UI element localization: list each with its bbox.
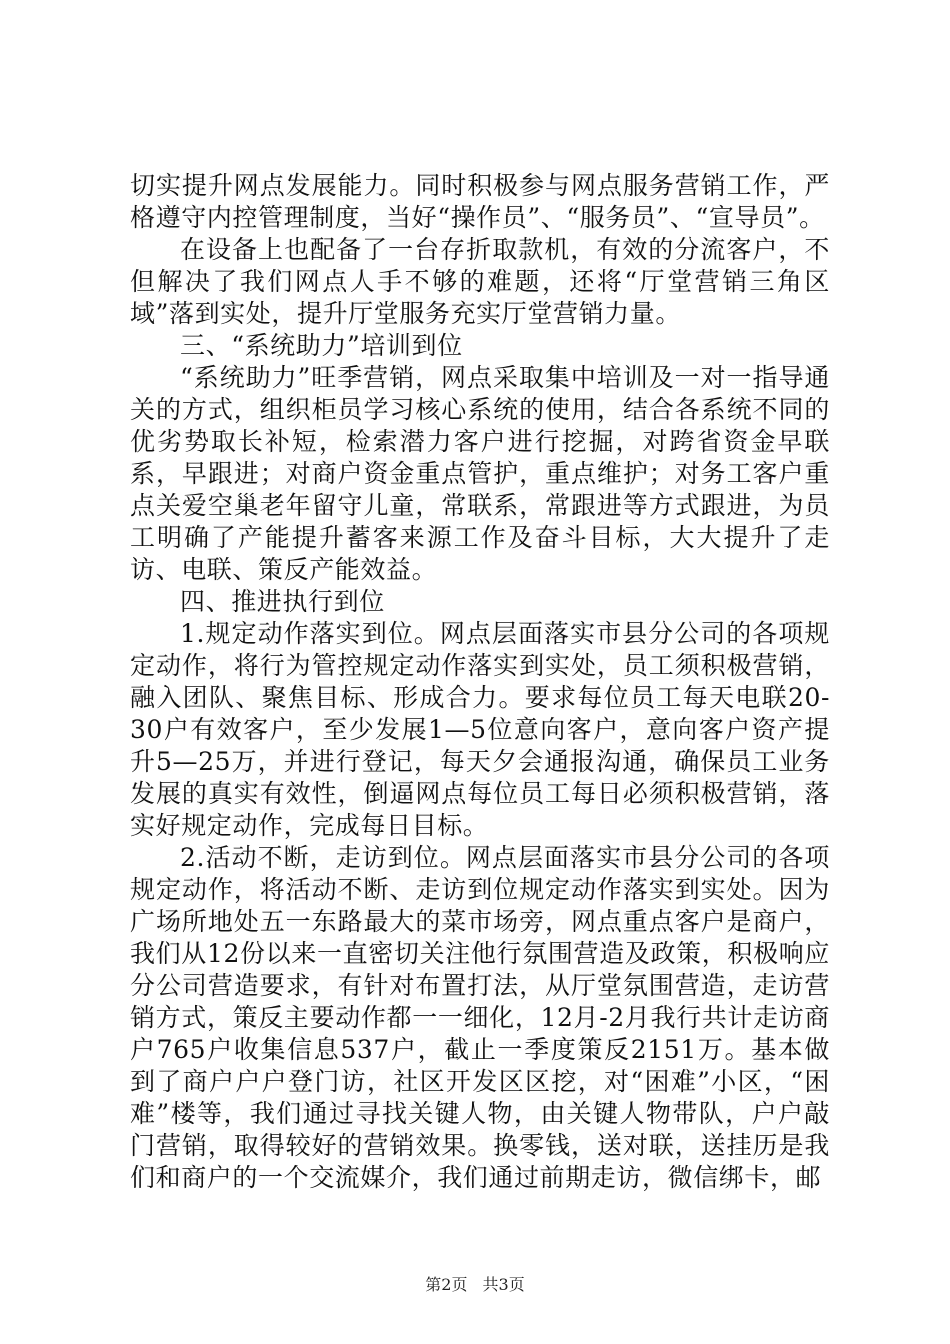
paragraph: 1.规定动作落实到位。网点层面落实市县分公司的各项规定动作，将行为管控规定动作落实到实处，员工须积极营销，融入团队、聚焦目标、形成合力。要求每位员工每天电联20-30户有效客户，至少发展1—5位意向客户，意向客户资产提升5—25万，并进行登记，每天夕会通报沟通，确保员工业务发展的真实有效性，倒逼网点每位员工每日必须积极营销，落实好规定动作，完成每日目标。	[130, 619, 830, 840]
page-number-current: 第2页	[425, 1275, 468, 1294]
paragraph: 在设备上也配备了一台存折取款机，有效的分流客户，不但解决了我们网点人手不够的难题，还将“厅堂营销三角区域”落到实处，提升厅堂服务充实厅堂营销力量。	[130, 235, 830, 328]
section-heading: 四、推进执行到位	[180, 587, 385, 616]
page-footer	[0, 1272, 950, 1295]
paragraph: 2.活动不断，走访到位。网点层面落实市县分公司的各项规定动作，将活动不断、走访到位规定动作落实到实处。因为广场所地处五一东路最大的菜市场旁，网点重点客户是商户，我们从12份以来一直密切关注他行氛围营造及政策，积极响应分公司营造要求，有针对布置打法，从厅堂氛围营造，走访营销方式，策反主要动作都一一细化，12月-2月我行共计走访商户765户收集信息537户，截止一季度策反2151万。基本做到了商户户户登门访，社区开发区区挖，对“困难”小区，“困难”楼等，我们通过寻找关键人物，由关键人物带队，户户敲门营销，取得较好的营销效果。换零钱，送对联，送挂历是我们和商户的一个交流媒介，我们通过前期走访，微信绑卡，邮	[130, 843, 830, 1192]
document-body	[130, 170, 830, 1194]
page-number-total: 共3页	[482, 1275, 525, 1294]
paragraph: “系统助力”旺季营销，网点采取集中培训及一对一指导通关的方式，组织柜员学习核心系统的使用，结合各系统不同的优劣势取长补短，检索潜力客户进行挖掘，对跨省资金早联系，早跟进；对商户资金重点管护，重点维护；对务工客户重点关爱空巢老年留守儿童，常联系，常跟进等方式跟进，为员工明确了产能提升蓄客来源工作及奋斗目标，大大提升了走访、电联、策反产能效益。	[130, 363, 830, 584]
section-heading: 三、“系统助力”培训到位	[180, 331, 463, 360]
paragraph: 切实提升网点发展能力。同时积极参与网点服务营销工作，严格遵守内控管理制度，当好“操作员”、“服务员”、“宣导员”。	[130, 171, 830, 232]
